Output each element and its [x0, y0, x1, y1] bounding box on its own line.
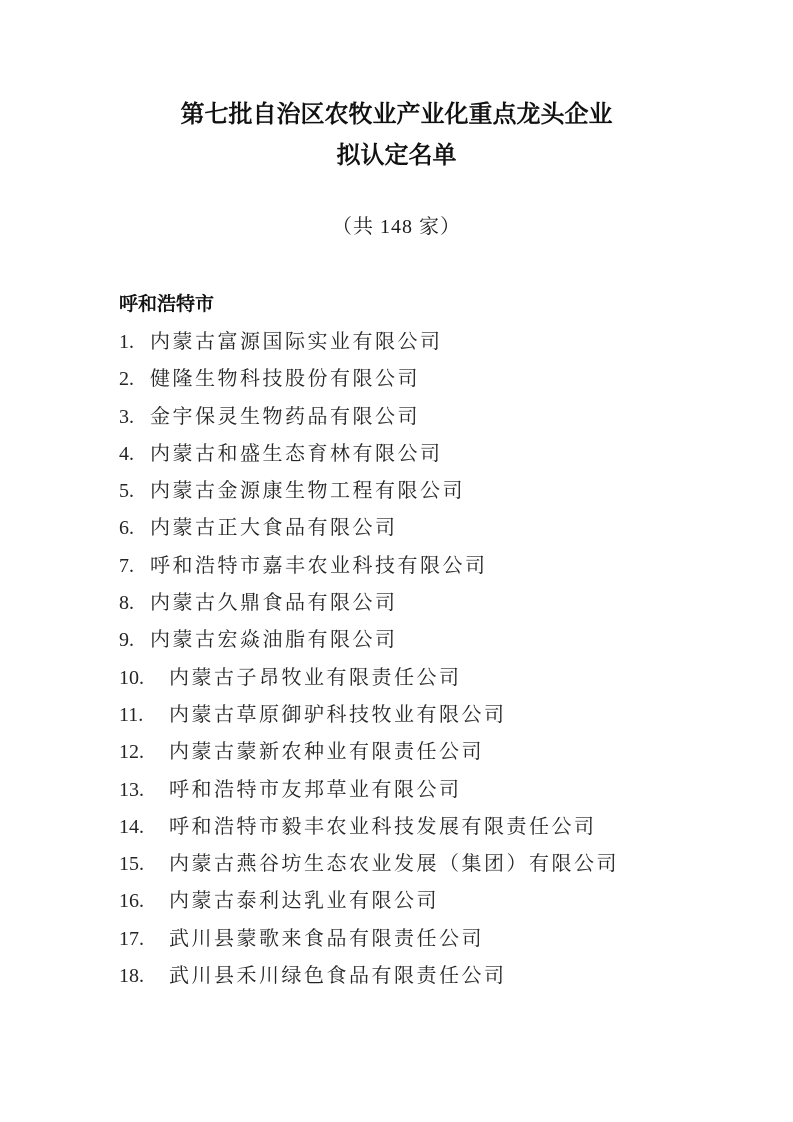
company-name: 内蒙古泰利达乳业有限公司: [169, 890, 439, 913]
list-item-number: 8.: [119, 592, 134, 615]
list-item-number: 1.: [119, 331, 134, 353]
company-name: 内蒙古蒙新农种业有限责任公司: [169, 741, 484, 764]
list-item: [119, 585, 753, 622]
company-name: 呼和浩特市嘉丰农业科技有限公司: [150, 554, 488, 577]
company-list: [0, 324, 793, 995]
company-name: 呼和浩特市友邦草业有限公司: [169, 778, 462, 801]
list-item: [119, 361, 753, 398]
list-item-number: 9.: [119, 629, 134, 652]
list-item: [119, 772, 753, 809]
list-item-number: 11.: [119, 703, 144, 726]
list-item: [119, 660, 753, 697]
list-item: [119, 883, 753, 920]
company-count-note: （共 148 家）: [332, 216, 461, 238]
company-name: 金宇保灵生物药品有限公司: [150, 405, 420, 428]
company-name: 健隆生物科技股份有限公司: [150, 368, 420, 391]
list-item-number: 10.: [119, 666, 144, 689]
company-name: 呼和浩特市毅丰农业科技发展有限责任公司: [169, 815, 597, 838]
company-name: 内蒙古宏焱油脂有限公司: [150, 629, 398, 652]
company-name: 武川县蒙歌来食品有限责任公司: [169, 927, 484, 950]
page-title-line-1: 第七批自治区农牧业产业化重点龙头企业: [180, 101, 613, 128]
list-item: [119, 809, 753, 846]
list-item: [119, 436, 753, 473]
company-name: 内蒙古正大食品有限公司: [150, 517, 398, 540]
list-item-number: 2.: [119, 368, 134, 391]
company-name: 内蒙古子昂牧业有限责任公司: [169, 666, 462, 689]
company-name: 内蒙古燕谷坊生态农业发展（集团）有限公司: [169, 853, 619, 876]
list-item: [119, 734, 753, 771]
page-title: [0, 0, 793, 176]
list-item-number: 17.: [119, 927, 144, 950]
page-title-line-2: 拟认定名单: [336, 142, 457, 169]
list-item-number: 4.: [119, 442, 134, 465]
list-item: [119, 548, 753, 585]
list-item: [119, 399, 753, 436]
company-name: 内蒙古久鼎食品有限公司: [150, 592, 398, 615]
list-item-number: 14.: [119, 815, 144, 838]
list-item: [119, 473, 753, 510]
list-item-number: 5.: [119, 480, 134, 503]
company-name: 内蒙古和盛生态育林有限公司: [150, 442, 443, 465]
list-item: [119, 622, 753, 659]
company-name: 内蒙古富源国际实业有限公司: [150, 331, 443, 353]
company-name: 武川县禾川绿色食品有限责任公司: [169, 965, 507, 988]
company-name: 内蒙古金源康生物工程有限公司: [150, 480, 465, 503]
list-item-number: 3.: [119, 405, 134, 428]
list-item: [119, 958, 753, 995]
list-item-number: 13.: [119, 778, 144, 801]
company-name: 内蒙古草原御驴科技牧业有限公司: [169, 703, 507, 726]
list-item-number: 6.: [119, 517, 134, 540]
list-item: [119, 921, 753, 958]
list-item-number: 7.: [119, 554, 134, 577]
list-item: [119, 697, 753, 734]
list-item: [119, 846, 753, 883]
list-item: [119, 324, 753, 361]
section-header-hohhot: 呼和浩特市: [119, 294, 215, 315]
list-item-number: 15.: [119, 853, 144, 876]
list-item-number: 16.: [119, 890, 144, 913]
list-item-number: 18.: [119, 965, 144, 988]
list-item: [119, 510, 753, 547]
list-item-number: 12.: [119, 741, 144, 764]
